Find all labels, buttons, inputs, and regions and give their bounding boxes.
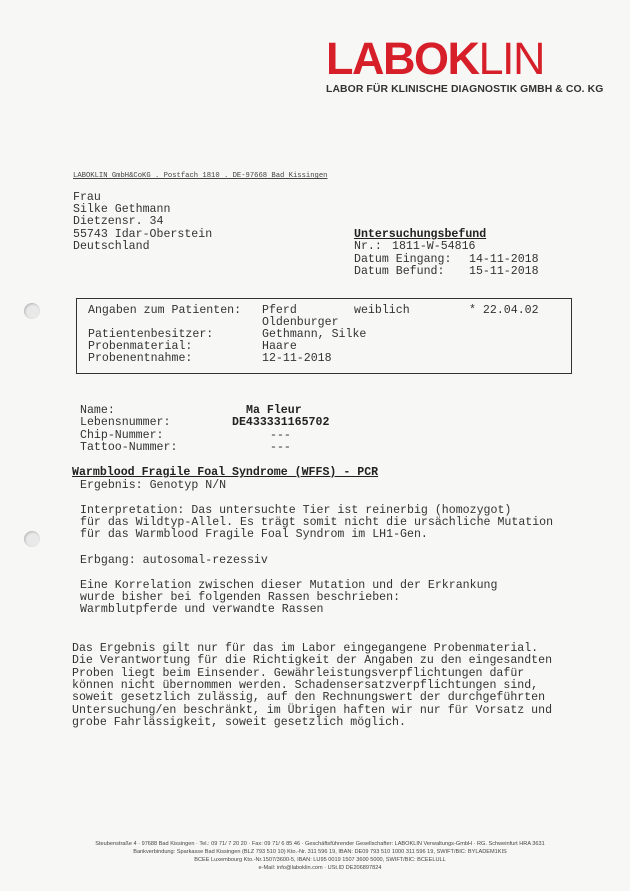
correlation-line-1: Eine Korrelation zwischen dieser Mutation und der Erkrankung xyxy=(80,579,498,592)
life-number-value: DE433331165702 xyxy=(232,416,330,429)
test-result: Ergebnis: Genotyp N/N xyxy=(80,479,227,492)
inheritance-mode: Erbgang: autosomal-rezessiv xyxy=(80,554,268,567)
recipient-street: Dietzensr. 34 xyxy=(73,215,164,228)
logo-text-part2: LIN xyxy=(478,33,545,84)
disclaimer-line: grobe Fahrlässigkeit, soweit gesetzlich möglich. xyxy=(72,716,406,729)
lab-tagline: LABOR FÜR KLINISCHE DIAGNOSTIK GMBH & CO. KG xyxy=(326,84,604,95)
recipient-name: Silke Gethmann xyxy=(73,203,171,216)
test-title: Warmblood Fragile Foal Syndrome (WFFS) - PCR xyxy=(72,466,379,479)
recipient-salutation: Frau xyxy=(73,191,101,204)
disclaimer-line: Proben liegt beim Einsender. Gewährleistungsverpflichtungen dafür xyxy=(72,667,525,680)
correlation-line-2: wurde bisher bei folgenden Rassen beschrieben: xyxy=(80,591,401,604)
disclaimer-line: soweit gesetzlich zulässig, auf den Rechnungswert der durchgeführten xyxy=(72,691,546,704)
disclaimer-line: Die Verantwortung für die Richtigkeit der Angaben zu den eingesandten xyxy=(72,654,553,667)
patient-data-label: Angaben zum Patienten: xyxy=(88,304,242,317)
interpretation-line-1: Interpretation: Das untersuchte Tier ist reinerbig (homozygot) xyxy=(80,504,512,517)
laboklin-logo xyxy=(326,33,545,84)
logo-text-part1: LABOK xyxy=(326,33,479,84)
disclaimer-line: können nicht übernommen werden. Schadensersatzverpflichtungen sind, xyxy=(72,679,539,692)
patient-sex: weiblich xyxy=(354,304,410,317)
report-eingang-value: 14-11-2018 xyxy=(469,253,539,266)
footer-bank: Bankverbindung: Sparkasse Bad Kissingen (BLZ 793 510 10) Kto.-Nr. 311 596 19, IBAN: DE09 793 510 1000 311 596 19, SWIFT/BIC: BYLADEM1KIS xyxy=(133,849,507,855)
life-number-label: Lebensnummer: xyxy=(80,416,171,429)
correlation-line-3: Warmblutpferde und verwandte Rassen xyxy=(80,603,324,616)
disclaimer-line: Untersuchung/en beschränkt, im Übrigen haften wir nur für Vorsatz und xyxy=(72,704,553,717)
footer-address: Steubenstraße 4 · 97688 Bad Kissingen · Tel.: 09 71/ 7 20 20 · Fax: 09 71/ 6 85 46 · Geschäftsführender Gesellschafter: LABOKLIN Verwaltungs-GmbH · RG. Schweinfurt HRA 3631 xyxy=(95,841,545,847)
report-nr-label: Nr.: xyxy=(354,240,382,253)
disclaimer-line: Das Ergebnis gilt nur für das im Labor eingegangene Probenmaterial. xyxy=(72,642,539,655)
report-title: Untersuchungsbefund xyxy=(354,228,487,241)
punch-hole-top xyxy=(24,303,40,319)
owner-label: Patientenbesitzer: xyxy=(88,328,214,341)
patient-breed: Oldenburger xyxy=(262,316,339,329)
punch-hole-bottom xyxy=(24,531,40,547)
owner-value: Gethmann, Silke xyxy=(262,328,367,341)
material-label: Probenmaterial: xyxy=(88,340,193,353)
report-eingang-label: Datum Eingang: xyxy=(354,253,452,266)
sampling-date-label: Probenentnahme: xyxy=(88,352,193,365)
sender-line: LABOKLIN GmbH&CoKG . Postfach 1810 . DE-97668 Bad Kissingen xyxy=(73,172,328,180)
patient-species: Pferd xyxy=(262,304,297,317)
patient-birthdate: * 22.04.02 xyxy=(469,304,539,317)
recipient-country: Deutschland xyxy=(73,240,150,253)
material-value: Haare xyxy=(262,340,297,353)
chip-number-value: --- xyxy=(270,429,291,442)
interpretation-line-2: für das Wildtyp-Allel. Es trägt somit nicht die ursächliche Mutation xyxy=(80,516,554,529)
interpretation-line-3: für das Warmblood Fragile Foal Syndrom im LH1-Gen. xyxy=(80,528,428,541)
report-befund-label: Datum Befund: xyxy=(354,265,445,278)
footer-bank-lux: BCEE Luxembourg Kto.-Nr.1507/3600-5, IBAN: LU95 0019 1507 3600 5000, SWIFT/BIC: BCEELULL xyxy=(194,857,446,863)
animal-name-label: Name: xyxy=(80,404,115,417)
footer-email: e-Mail: info@laboklin.com · USt.ID DE206897824 xyxy=(258,865,382,871)
animal-name-value: Ma Fleur xyxy=(246,404,302,417)
recipient-city: 55743 Idar-Oberstein xyxy=(73,228,213,241)
sampling-date-value: 12-11-2018 xyxy=(262,352,332,365)
tattoo-number-label: Tattoo-Nummer: xyxy=(80,441,178,454)
report-befund-value: 15-11-2018 xyxy=(469,265,539,278)
report-nr-value: 1811-W-54816 xyxy=(392,240,476,253)
tattoo-number-value: --- xyxy=(270,441,291,454)
chip-number-label: Chip-Nummer: xyxy=(80,429,164,442)
